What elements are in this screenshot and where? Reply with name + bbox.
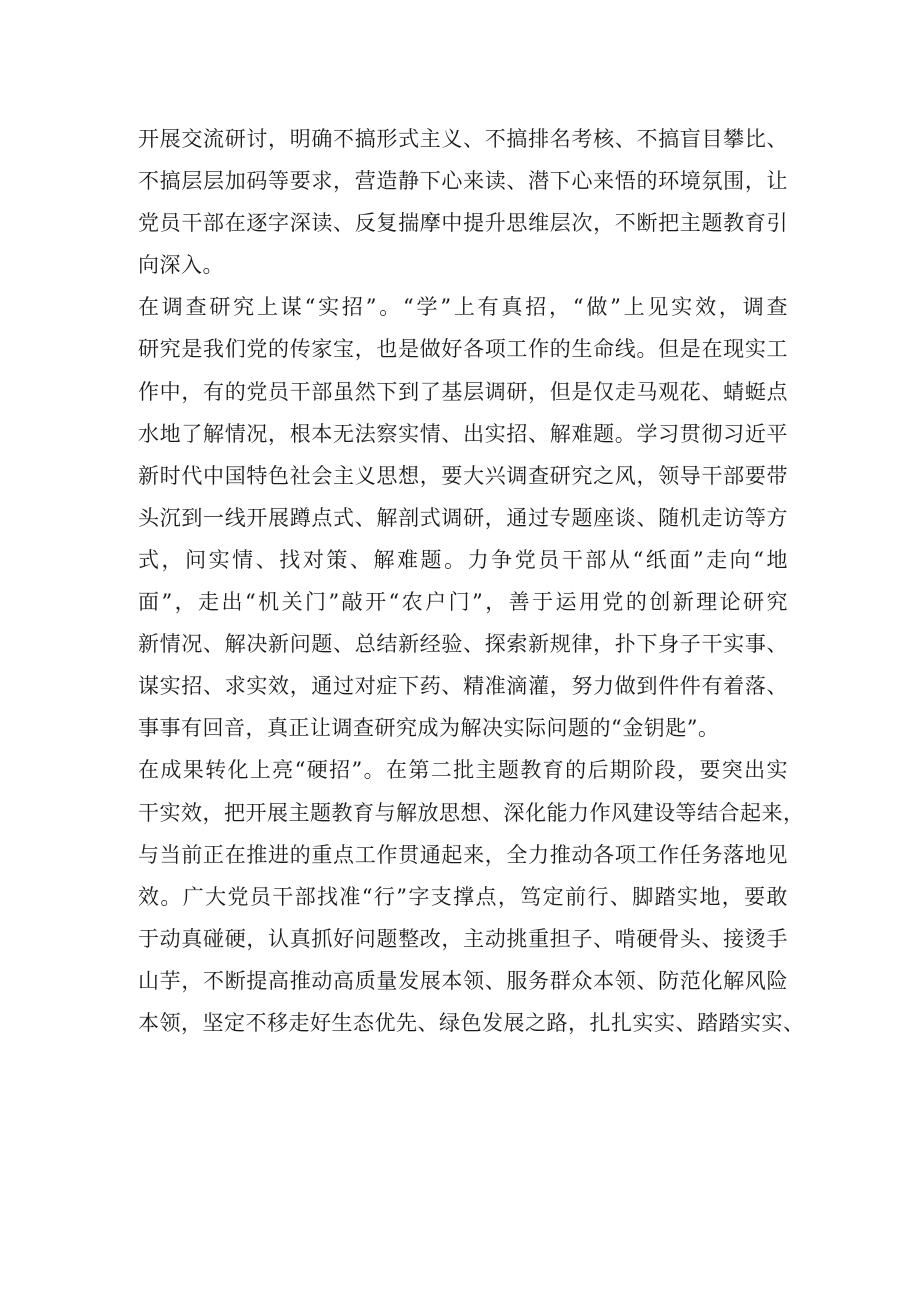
text-line: 效。广大党员干部找准“行”字支撑点，笃定前行、脚踏实地，要敢 bbox=[138, 884, 788, 909]
paragraph-3 bbox=[138, 749, 805, 1044]
paragraph-2 bbox=[138, 286, 788, 749]
text-line: 研究是我们党的传家宝，也是做好各项工作的生命线。但是在现实工 bbox=[138, 337, 788, 362]
text-line: 面”，走出“机关门”敲开“农户门”，善于运用党的创新理论研究 bbox=[138, 590, 788, 615]
text-line: 向深入。 bbox=[138, 253, 224, 278]
text-line: 水地了解情况，根本无法察实情、出实招、解难题。学习贯彻习近平 bbox=[138, 421, 788, 446]
text-line: 不搞层层加码等要求，营造静下心来读、潜下心来悟的环境氛围，让 bbox=[138, 169, 788, 194]
paragraph-1 bbox=[138, 118, 788, 286]
text-line: 与当前正在推进的重点工作贯通起来，全力推动各项工作任务落地见 bbox=[138, 842, 788, 867]
text-line: 谋实招、求实效，通过对症下药、精准滴灌，努力做到件件有着落、 bbox=[138, 674, 788, 699]
text-line: 事事有回音，真正让调查研究成为解决实际问题的“金钥匙”。 bbox=[138, 716, 720, 741]
text-line: 开展交流研讨，明确不搞形式主义、不搞排名考核、不搞盲目攀比、 bbox=[138, 127, 788, 151]
text-line: 作中，有的党员干部虽然下到了基层调研，但是仅走马观花、蜻蜓点 bbox=[138, 379, 788, 404]
text-line: 在调查研究上谋“实招”。“学”上有真招，“做”上见实效，调查 bbox=[138, 295, 788, 320]
text-line: 山芋，不断提高推动高质量发展本领、服务群众本领、防范化解风险 bbox=[138, 968, 788, 993]
text-line: 干实效，把开展主题教育与解放思想、深化能力作风建设等结合起来， bbox=[138, 800, 805, 825]
text-line: 新时代中国特色社会主义思想，要大兴调查研究之风，领导干部要带 bbox=[138, 463, 788, 488]
text-line: 式，问实情、找对策、解难题。力争党员干部从“纸面”走向“地 bbox=[138, 547, 788, 572]
text-line: 本领，坚定不移走好生态优先、绿色发展之路，扎扎实实、踏踏实实、 bbox=[138, 1010, 805, 1035]
text-line: 党员干部在逐字深读、反复揣摩中提升思维层次，不断把主题教育引 bbox=[138, 211, 788, 236]
document-body bbox=[138, 118, 805, 1044]
text-line: 在成果转化上亮“硬招”。在第二批主题教育的后期阶段，要突出实 bbox=[138, 758, 788, 783]
text-line: 头沉到一线开展蹲点式、解剖式调研，通过专题座谈、随机走访等方 bbox=[138, 505, 788, 530]
text-line: 于动真碰硬，认真抓好问题整改，主动挑重担子、啃硬骨头、接烫手 bbox=[138, 926, 788, 951]
text-line: 新情况、解决新问题、总结新经验、探索新规律，扑下身子干实事、 bbox=[138, 632, 788, 657]
